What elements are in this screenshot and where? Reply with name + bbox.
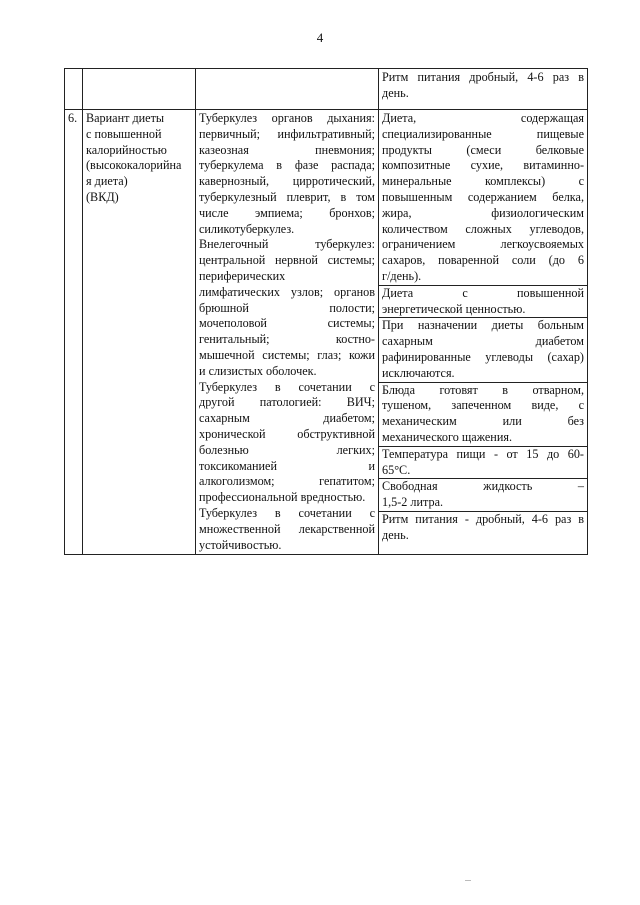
- text-line: лимфатических узлов; органов: [199, 284, 375, 299]
- text-line: рафинированные углеводы (сахар): [382, 349, 584, 364]
- diet-description-cell: [379, 110, 588, 555]
- text-line: Диета с повышенной: [379, 285, 587, 302]
- text-line: день.: [382, 527, 409, 542]
- text-line: туберкулема в фазе распада;: [199, 158, 375, 173]
- text-line: повышенным содержанием белка,: [382, 189, 584, 204]
- text-line: другой патологией: ВИЧ;: [199, 395, 375, 410]
- text-line: композитные сухие, витаминно-: [382, 158, 584, 173]
- text-line: генитальный; костно-: [199, 332, 375, 347]
- text-line: Ритм питания - дробный, 4-6 раз в: [379, 511, 587, 528]
- text-line: Блюда готовят в отварном,: [379, 382, 587, 399]
- text-line: механического щажения.: [382, 429, 512, 444]
- text-line: (высококалорийна: [86, 158, 182, 173]
- text-line: сахарным диабетом: [382, 334, 584, 349]
- diet-table: [64, 68, 588, 555]
- text-line: При назначении диеты больным: [379, 317, 587, 334]
- text-line: день.: [382, 85, 409, 100]
- text-line: калорийностью: [86, 142, 167, 157]
- text-line: профессиональной вредностью.: [199, 490, 366, 505]
- text-line: хронической обструктивной: [199, 426, 375, 441]
- text-line: ограничением легкоусвояемых: [382, 237, 584, 252]
- cell-empty-indications: [196, 69, 379, 110]
- text-line: силикотуберкулез.: [199, 221, 295, 236]
- text-line: Вариант диеты: [86, 111, 165, 125]
- text-line: Температура пищи - от 15 до 60-: [379, 446, 587, 463]
- text-line: с повышенной: [86, 126, 162, 141]
- text-line: алкоголизмом; гепатитом;: [199, 474, 375, 489]
- text-line: Диета, содержащая: [382, 111, 584, 125]
- text-line: Туберкулез в сочетании с: [199, 505, 375, 520]
- text-line: продукты (смеси белковые: [382, 142, 584, 157]
- text-line: (ВКД): [86, 189, 119, 204]
- text-line: специализированные пищевые: [382, 126, 584, 141]
- text-line: я диета): [86, 174, 128, 189]
- page-number: 4: [316, 30, 324, 45]
- text-line: энергетической ценностью.: [382, 301, 526, 316]
- text-line: г/день).: [382, 268, 422, 283]
- table-row-6: [65, 110, 588, 555]
- text-line: туберкулезный плеврит, в том: [199, 189, 375, 204]
- text-line: сахаров, поваренной соли (до 6: [382, 253, 584, 268]
- text-line: 65°С.: [382, 462, 411, 477]
- text-line: болезнью легких;: [199, 442, 375, 457]
- text-line: первичный; инфильтративный;: [199, 126, 375, 141]
- text-line: кавернозный, цирротический,: [199, 174, 375, 189]
- text-line: Внелегочный туберкулез:: [199, 237, 375, 252]
- text-line: Туберкулез органов дыхания:: [199, 111, 375, 125]
- text-line: центральной нервной системы;: [199, 253, 375, 268]
- diet-name-cell: [83, 110, 196, 555]
- table-row-continuation: [65, 69, 588, 110]
- text-line: устойчивостью.: [199, 537, 282, 552]
- text-line: количеством сложных углеводов,: [382, 221, 584, 236]
- text-line: Свободная жидкость –: [379, 478, 587, 495]
- text-line: числе эмпиема; бронхов;: [199, 205, 375, 220]
- text-line: множественной лекарственной: [199, 521, 375, 536]
- cell-continuation-diet: [379, 69, 588, 110]
- text-line: токсикоманией и: [199, 458, 375, 473]
- text-line: жира, физиологическим: [382, 205, 584, 220]
- text-line: исключаются.: [382, 365, 455, 380]
- text-line: мочеполовой системы;: [199, 316, 375, 331]
- text-line: минеральные комплексы) с: [382, 174, 584, 189]
- scan-mark: [465, 880, 471, 881]
- text-line: тушеном, запеченном виде, с: [382, 398, 584, 413]
- indications-cell: [196, 110, 379, 555]
- text-line: брюшной полости;: [199, 300, 375, 315]
- text-line: Ритм питания дробный, 4-6 раз в: [382, 70, 584, 84]
- text-line: периферических: [199, 268, 286, 283]
- text-line: механическим или без: [382, 414, 584, 429]
- text-line: 1,5-2 литра.: [382, 495, 444, 510]
- text-line: сахарным диабетом;: [199, 411, 375, 426]
- cell-empty-number: [65, 69, 83, 110]
- text-line: мышечной системы; глаз; кожи: [199, 347, 375, 362]
- text-line: и слизистых оболочек.: [199, 363, 317, 378]
- cell-empty-name: [83, 69, 196, 110]
- text-line: казеозная пневмония;: [199, 142, 375, 157]
- text-line: Туберкулез в сочетании с: [199, 379, 375, 394]
- row-number: 6.: [65, 110, 83, 555]
